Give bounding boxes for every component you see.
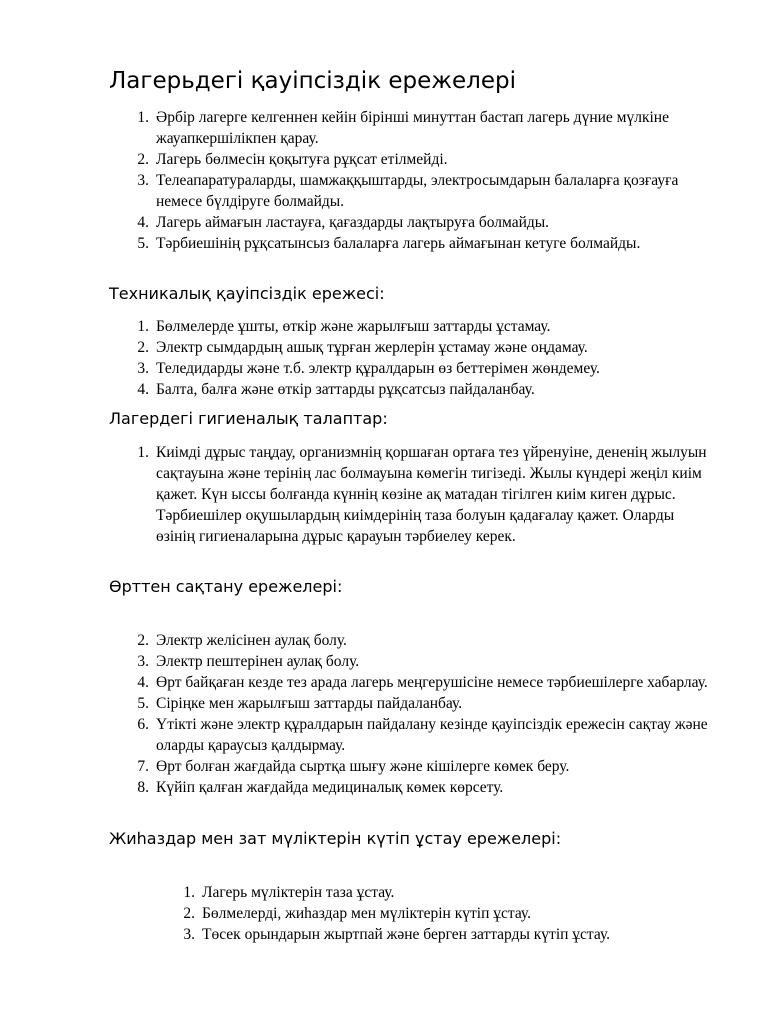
section-heading-hygiene: Лагердегі гигиеналық талаптар:: [109, 409, 388, 428]
list-number: 2.: [183, 905, 195, 922]
list-item: [109, 756, 709, 777]
list-item-text: Электр пештерінен аулақ болу.: [156, 653, 360, 670]
list-number: 7.: [137, 758, 149, 775]
list-number: 1.: [137, 109, 149, 126]
list-number: 3.: [137, 172, 149, 189]
list-item: [155, 882, 715, 903]
list-number: 6.: [137, 716, 149, 733]
list-item: [109, 630, 709, 651]
list-number: 1.: [137, 318, 149, 335]
list-item-text: Электр желісінен аулақ болу.: [156, 632, 347, 649]
list-item-text: Бөлмелерді, жиһаздар мен мүліктерін күтіп ұстау.: [202, 905, 531, 922]
list-item: [155, 903, 715, 924]
list-item: [109, 714, 709, 756]
list-item-text: Төсек орындарын жыртпай және берген заттарды күтіп ұстау.: [202, 926, 611, 943]
hygiene-rules-list: [109, 442, 715, 547]
list-item-text: Сіріңке мен жарылғыш заттарды пайдаланбау.: [156, 695, 463, 712]
list-item-text: Лагерь аймағын ластауға, қағаздарды лақтыруға болмайды.: [156, 214, 550, 231]
list-item-text: Өрт болған жағдайда сыртқа шығу және кішілерге көмек беру.: [156, 758, 570, 775]
furniture-rules-list: [155, 882, 715, 945]
list-number: 1.: [137, 444, 149, 461]
list-item: [109, 233, 709, 254]
list-item-text: Лагерь мүліктерін таза ұстау.: [202, 884, 395, 901]
list-item: [109, 379, 709, 400]
list-item-text: Өрт байқаған кезде тез арада лагерь меңгерушісіне немесе тәрбиешілерге хабарлау.: [156, 674, 708, 691]
section-heading-technical: Техникалық қауіпсіздік ережесі:: [109, 284, 385, 303]
list-number: 3.: [137, 653, 149, 670]
technical-rules-list: [109, 316, 709, 400]
list-item: [109, 442, 715, 547]
list-item: [109, 316, 709, 337]
list-number: 8.: [137, 779, 149, 796]
general-rules-list: [109, 107, 709, 254]
document-title: Лагерьдегі қауіпсіздік ережелері: [109, 68, 517, 94]
list-number: 4.: [137, 381, 149, 398]
list-item-text: Күйіп қалған жағдайда медициналық көмек көрсету.: [156, 779, 504, 796]
list-number: 1.: [183, 884, 195, 901]
list-item: [109, 337, 709, 358]
list-item-text: Электр сымдардың ашық тұрған жерлерін ұстамау және оңдамау.: [156, 339, 588, 356]
list-item-text: Әрбір лагерге келгеннен кейін бірінші минуттан бастап лагерь дүние мүлкіне жауапкершілікпен қарау.: [156, 109, 669, 147]
list-item: [155, 924, 715, 945]
list-item: [109, 777, 709, 798]
list-number: 3.: [137, 360, 149, 377]
list-item: [109, 149, 709, 170]
list-number: 4.: [137, 214, 149, 231]
section-heading-fire: Өрттен сақтану ережелері:: [109, 577, 343, 596]
list-number: 5.: [137, 695, 149, 712]
list-item-text: Теледидарды және т.б. электр құралдарын өз беттерімен жөндемеу.: [156, 360, 600, 377]
list-item-text: Телеапаратураларды, шамжаққыштарды, электросымдарын балаларға қозғауға немесе бүлдіруге болмайды.: [156, 172, 679, 210]
list-number: 2.: [137, 632, 149, 649]
section-heading-furniture: Жиһаздар мен зат мүліктерін күтіп ұстау ережелері:: [109, 829, 562, 848]
list-item: [109, 651, 709, 672]
list-item: [109, 693, 709, 714]
list-item: [109, 358, 709, 379]
list-number: 2.: [137, 151, 149, 168]
list-number: 4.: [137, 674, 149, 691]
list-number: 5.: [137, 235, 149, 252]
list-item: [109, 212, 709, 233]
fire-rules-list: [109, 630, 709, 798]
list-number: 2.: [137, 339, 149, 356]
list-item: [109, 107, 709, 149]
list-item: [109, 170, 709, 212]
list-item-text: Балта, балға және өткір заттарды рұқсатсыз пайдаланбау.: [156, 381, 535, 398]
list-item-text: Үтікті және электр құралдарын пайдалану кезінде қауіпсіздік ережесін сақтау және оларды қараусыз қалдырмау.: [156, 716, 708, 754]
list-item-text: Лагерь бөлмесін қоқытуға рұқсат етілмейді.: [156, 151, 448, 168]
list-item: [109, 672, 709, 693]
list-number: 3.: [183, 926, 195, 943]
list-item-text: Киімді дұрыс таңдау, организмнің қоршаған ортаға тез үйренуіне, дененің жылуын сақтауына және терінің лас болмауына көмегін тигізеді. Жылы күндері жеңіл киім қажет. Күн ыссы болғанда күннің көзіне ақ матадан тігілген киім киген дұрыс. Тәрбиешілер оқушылардың киімдерінің таза болуын қадағалау қажет. Оларды өзінің гигиеналарына дұрыс қарауын тәрбиелеу керек.: [156, 444, 707, 545]
list-item-text: Тәрбиешінің рұқсатынсыз балаларға лагерь аймағынан кетуге болмайды.: [156, 235, 641, 252]
list-item-text: Бөлмелерде ұшты, өткір және жарылғыш заттарды ұстамау.: [156, 318, 551, 335]
